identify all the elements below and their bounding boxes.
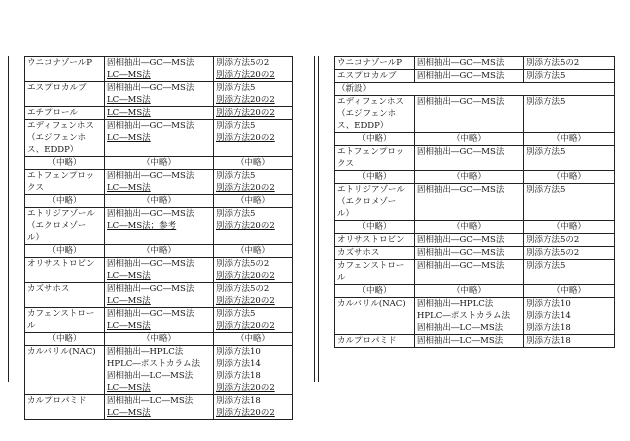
substance-cell <box>25 157 105 170</box>
method-cell <box>415 260 524 285</box>
cell-line: 固相抽出―GC―MS法 <box>107 259 195 269</box>
reference-cell <box>214 157 293 170</box>
table-row <box>25 170 293 195</box>
previous-methods-table-body <box>335 57 615 348</box>
reference-cell <box>524 247 615 260</box>
cell-line: 別添方法5 <box>526 97 566 107</box>
reference-cell <box>214 245 293 258</box>
cell-line: LC―MS法 <box>107 70 151 80</box>
cell-line: （中略） <box>235 334 270 344</box>
method-cell <box>415 335 524 348</box>
cell-line: 別添方法10 <box>216 347 261 357</box>
method-cell <box>415 285 524 298</box>
cell-line: 別添方法20の2 <box>216 271 275 281</box>
method-cell <box>415 133 524 146</box>
cell-line: 別添方法20の2 <box>216 70 275 80</box>
cell-line: 固相抽出―LC―MS法 <box>107 396 194 406</box>
method-cell <box>105 395 214 420</box>
table-row <box>25 245 293 258</box>
table-row <box>25 195 293 208</box>
method-cell <box>415 171 524 184</box>
substance-cell <box>25 195 105 208</box>
cell-line: 固相抽出―GC―MS法 <box>107 209 195 219</box>
cell-line: ス、EDDP） <box>27 145 79 155</box>
cell-line: （中略） <box>357 172 392 182</box>
cell-line: 別添方法5 <box>216 121 256 131</box>
method-cell <box>415 70 524 83</box>
cell-line: 別添方法20の2 <box>216 408 275 418</box>
cell-line: 別添方法20の2 <box>216 221 275 231</box>
cell-line: 別添方法20の2 <box>216 108 275 118</box>
cell-line: LC―MS法 <box>107 108 151 118</box>
cell-line: 別添方法5の2 <box>216 259 270 269</box>
previous-methods-table <box>334 56 615 348</box>
table-row <box>335 285 615 298</box>
substance-cell <box>25 258 105 283</box>
substance-cell <box>25 57 105 82</box>
reference-cell <box>524 184 615 221</box>
table-row <box>25 333 293 346</box>
cell-line: カルプロパミド <box>27 396 87 406</box>
reference-cell <box>524 57 615 70</box>
cell-line: クス <box>337 159 354 169</box>
table-row <box>335 171 615 184</box>
table-row <box>335 96 615 133</box>
reference-cell <box>214 333 293 346</box>
cell-line: カルバリル(NAC) <box>337 299 406 309</box>
table-row <box>335 247 615 260</box>
method-cell <box>105 57 214 82</box>
reference-cell <box>524 234 615 247</box>
cell-line: （中略） <box>47 246 82 256</box>
cell-line: 固相抽出―LC―MS法 <box>417 323 504 333</box>
cell-line: 固相抽出―GC―MS法 <box>107 121 195 131</box>
cell-line: 固相抽出―GC―MS法 <box>417 147 505 157</box>
substance-cell <box>335 133 415 146</box>
table-row <box>335 260 615 285</box>
cell-line: （中略） <box>47 196 82 206</box>
reference-cell <box>524 171 615 184</box>
cell-line: 固相抽出―GC―MS法 <box>417 185 505 195</box>
reference-cell <box>524 335 615 348</box>
cell-line: HPLC―ポストカラム法 <box>107 359 200 369</box>
substance-cell <box>25 107 105 120</box>
cell-line: （中略） <box>451 286 486 296</box>
cell-line: 固相抽出―GC―MS法 <box>417 97 505 107</box>
cell-line: オリサストロビン <box>337 235 405 245</box>
cell-line: 固相抽出―GC―MS法 <box>417 261 505 271</box>
reference-cell <box>214 346 293 395</box>
cell-line: （中略） <box>451 134 486 144</box>
reference-cell <box>524 221 615 234</box>
reference-cell <box>524 96 615 133</box>
table-row <box>335 221 615 234</box>
cell-line: 固相抽出―HPLC法 <box>417 299 494 309</box>
method-cell <box>105 346 214 395</box>
method-cell <box>105 107 214 120</box>
cell-line: 別添方法5 <box>216 171 256 181</box>
reference-cell <box>524 285 615 298</box>
reference-cell <box>214 107 293 120</box>
cell-line: 別添方法5の2 <box>526 235 580 245</box>
cell-line: （エクロメゾー <box>27 221 87 231</box>
reference-cell <box>214 82 293 107</box>
cell-line: 別添方法18 <box>216 396 261 406</box>
table-row <box>335 335 615 348</box>
substance-cell <box>335 83 615 96</box>
method-cell <box>105 283 214 308</box>
method-cell <box>415 234 524 247</box>
cell-line: ウニコナゾールP <box>27 58 92 68</box>
cell-line: エチプロール <box>27 108 78 118</box>
cell-line: （中略） <box>357 134 392 144</box>
cell-line: オリサストロビン <box>27 259 95 269</box>
reference-cell <box>214 57 293 82</box>
table-row <box>25 258 293 283</box>
cell-line: カズサホス <box>27 284 70 294</box>
cell-line: 別添方法5 <box>526 261 566 271</box>
cell-line: エスプロカルブ <box>27 83 87 93</box>
method-cell <box>415 221 524 234</box>
cell-line: 別添方法20の2 <box>216 133 275 143</box>
cell-line: （中略） <box>141 158 176 168</box>
cell-line: 固相抽出―LC―MS法 <box>107 371 194 381</box>
cell-line: 別添方法5 <box>216 309 256 319</box>
substance-cell <box>25 308 105 333</box>
reference-cell <box>214 170 293 195</box>
cell-line: （中略） <box>141 246 176 256</box>
method-cell <box>105 120 214 157</box>
table-row <box>25 107 293 120</box>
cell-line: 固相抽出―GC―MS法 <box>107 284 195 294</box>
cell-line: （中略） <box>551 134 586 144</box>
table-row <box>335 57 615 70</box>
substance-cell <box>335 184 415 221</box>
cell-line: （中略） <box>235 246 270 256</box>
cell-line: LC―MS法 <box>107 95 151 105</box>
substance-cell <box>335 96 415 133</box>
cell-line: エディフェンホス <box>27 121 94 131</box>
cell-line: カルバリル(NAC) <box>27 347 96 357</box>
substance-cell <box>335 335 415 348</box>
cell-line: ス、EDDP） <box>337 121 389 131</box>
cell-line: 別添方法5の2 <box>216 284 270 294</box>
cell-line: 別添方法5の2 <box>216 58 270 68</box>
cell-line: LC―MS法；参考 <box>107 221 177 231</box>
cell-line: 別添方法14 <box>216 359 261 369</box>
cell-line: 別添方法20の2 <box>216 321 275 331</box>
cell-line: エスプロカルブ <box>337 71 397 81</box>
cell-line: 別添方法20の2 <box>216 296 275 306</box>
substance-cell <box>335 260 415 285</box>
table-row <box>335 83 615 96</box>
method-cell <box>415 146 524 171</box>
cell-line: エトフェンプロッ <box>337 147 405 157</box>
cell-line: 別添方法14 <box>526 311 571 321</box>
cell-line: エトリジアゾール <box>337 185 405 195</box>
table-row <box>25 157 293 170</box>
cell-line: 別添方法5の2 <box>526 248 580 258</box>
cell-line: ル） <box>337 209 355 219</box>
cell-line: ル <box>27 321 36 331</box>
method-cell <box>105 195 214 208</box>
cell-line: LC―MS法 <box>107 133 151 143</box>
cell-line: エディフェンホス <box>337 97 404 107</box>
method-cell <box>415 57 524 70</box>
cell-line: カフェンストロー <box>337 261 405 271</box>
reference-cell <box>214 308 293 333</box>
reference-cell <box>524 133 615 146</box>
cell-line: HPLC―ポストカラム法 <box>417 311 510 321</box>
substance-cell <box>25 283 105 308</box>
substance-cell <box>335 171 415 184</box>
cell-line: 固相抽出―HPLC法 <box>107 347 184 357</box>
substance-cell <box>335 234 415 247</box>
center-divider-right <box>318 56 319 382</box>
method-cell <box>105 308 214 333</box>
cell-line: （新設） <box>337 84 372 94</box>
center-divider-left <box>314 56 315 382</box>
table-row <box>25 57 293 82</box>
cell-line: （中略） <box>451 222 486 232</box>
cell-line: ウニコナゾールP <box>337 58 402 68</box>
reference-cell <box>524 70 615 83</box>
cell-line: 固相抽出―GC―MS法 <box>417 248 505 258</box>
cell-line: （中略） <box>551 286 586 296</box>
substance-cell <box>25 208 105 245</box>
cell-line: カフェンストロー <box>27 309 95 319</box>
cell-line: 別添方法5 <box>526 71 566 81</box>
cell-line: LC―MS法 <box>107 296 151 306</box>
method-cell <box>415 96 524 133</box>
table-row <box>25 82 293 107</box>
cell-line: 別添方法20の2 <box>216 95 275 105</box>
cell-line: （中略） <box>47 334 82 344</box>
current-methods-table <box>24 56 293 420</box>
reference-cell <box>524 260 615 285</box>
method-cell <box>105 258 214 283</box>
method-cell <box>105 82 214 107</box>
reference-cell <box>214 208 293 245</box>
substance-cell <box>25 82 105 107</box>
table-row <box>25 283 293 308</box>
table-row <box>335 70 615 83</box>
cell-line: 別添方法5 <box>526 185 566 195</box>
cell-line: （中略） <box>551 222 586 232</box>
method-cell <box>415 247 524 260</box>
cell-line: 固相抽出―GC―MS法 <box>107 309 195 319</box>
method-cell <box>415 298 524 335</box>
cell-line: LC―MS法 <box>107 183 151 193</box>
reference-cell <box>214 283 293 308</box>
method-cell <box>105 333 214 346</box>
table-row <box>335 146 615 171</box>
cell-line: （中略） <box>451 172 486 182</box>
cell-line: カルプロパミド <box>337 336 397 346</box>
cell-line: 別添方法5の2 <box>526 58 580 68</box>
table-row <box>335 184 615 221</box>
cell-line: 固相抽出―LC―MS法 <box>417 336 504 346</box>
cell-line: 固相抽出―GC―MS法 <box>107 58 195 68</box>
substance-cell <box>25 333 105 346</box>
cell-line: （中略） <box>235 158 270 168</box>
cell-line: （中略） <box>47 158 82 168</box>
reference-cell <box>214 120 293 157</box>
table-row <box>335 298 615 335</box>
cell-line: 別添方法18 <box>216 371 261 381</box>
cell-line: ル） <box>27 233 45 243</box>
reference-cell <box>524 298 615 335</box>
reference-cell <box>524 146 615 171</box>
table-row <box>25 120 293 157</box>
substance-cell <box>335 285 415 298</box>
cell-line: （エクロメゾー <box>337 197 397 207</box>
table-row <box>25 308 293 333</box>
cell-line: （中略） <box>551 172 586 182</box>
cell-line: エトフェンプロッ <box>27 171 95 181</box>
table-row <box>335 133 615 146</box>
cell-line: 固相抽出―GC―MS法 <box>417 71 505 81</box>
cell-line: 別添方法5 <box>526 147 566 157</box>
current-methods-table-body <box>25 57 293 420</box>
table-row <box>25 208 293 245</box>
reference-cell <box>214 258 293 283</box>
method-cell <box>105 170 214 195</box>
reference-cell <box>214 195 293 208</box>
substance-cell <box>335 146 415 171</box>
cell-line: （中略） <box>357 286 392 296</box>
table-row <box>335 234 615 247</box>
cell-line: LC―MS法 <box>107 321 151 331</box>
cell-line: 別添方法18 <box>526 336 571 346</box>
cell-line: 別添方法20の2 <box>216 383 275 393</box>
substance-cell <box>25 346 105 395</box>
substance-cell <box>335 298 415 335</box>
table-row <box>25 346 293 395</box>
cell-line: （エジフェンホ <box>27 133 87 143</box>
cell-line: 別添方法5 <box>216 83 256 93</box>
cell-line: 別添方法18 <box>526 323 571 333</box>
left-margin-rule <box>8 56 9 382</box>
substance-cell <box>25 120 105 157</box>
substance-cell <box>25 395 105 420</box>
cell-line: カズサホス <box>337 248 380 258</box>
cell-line: 別添方法20の2 <box>216 183 275 193</box>
cell-line: LC―MS法 <box>107 408 151 418</box>
substance-cell <box>335 247 415 260</box>
cell-line: ル <box>337 273 346 283</box>
cell-line: （エジフェンホ <box>337 109 397 119</box>
substance-cell <box>25 170 105 195</box>
cell-line: 別添方法5 <box>216 209 256 219</box>
cell-line: クス <box>27 183 44 193</box>
cell-line: （中略） <box>141 334 176 344</box>
method-cell <box>105 157 214 170</box>
cell-line: LC―MS法 <box>107 383 151 393</box>
substance-cell <box>335 70 415 83</box>
cell-line: （中略） <box>235 196 270 206</box>
substance-cell <box>25 245 105 258</box>
cell-line: （中略） <box>141 196 176 206</box>
cell-line: LC―MS法 <box>107 271 151 281</box>
method-cell <box>105 208 214 245</box>
table-row <box>25 395 293 420</box>
substance-cell <box>335 221 415 234</box>
cell-line: 固相抽出―GC―MS法 <box>417 235 505 245</box>
substance-cell <box>335 57 415 70</box>
cell-line: エトリジアゾール <box>27 209 95 219</box>
cell-line: 固相抽出―GC―MS法 <box>417 58 505 68</box>
method-cell <box>415 184 524 221</box>
cell-line: 別添方法10 <box>526 299 571 309</box>
cell-line: （中略） <box>357 222 392 232</box>
cell-line: 固相抽出―GC―MS法 <box>107 83 195 93</box>
method-cell <box>105 245 214 258</box>
cell-line: 固相抽出―GC―MS法 <box>107 171 195 181</box>
reference-cell <box>214 395 293 420</box>
